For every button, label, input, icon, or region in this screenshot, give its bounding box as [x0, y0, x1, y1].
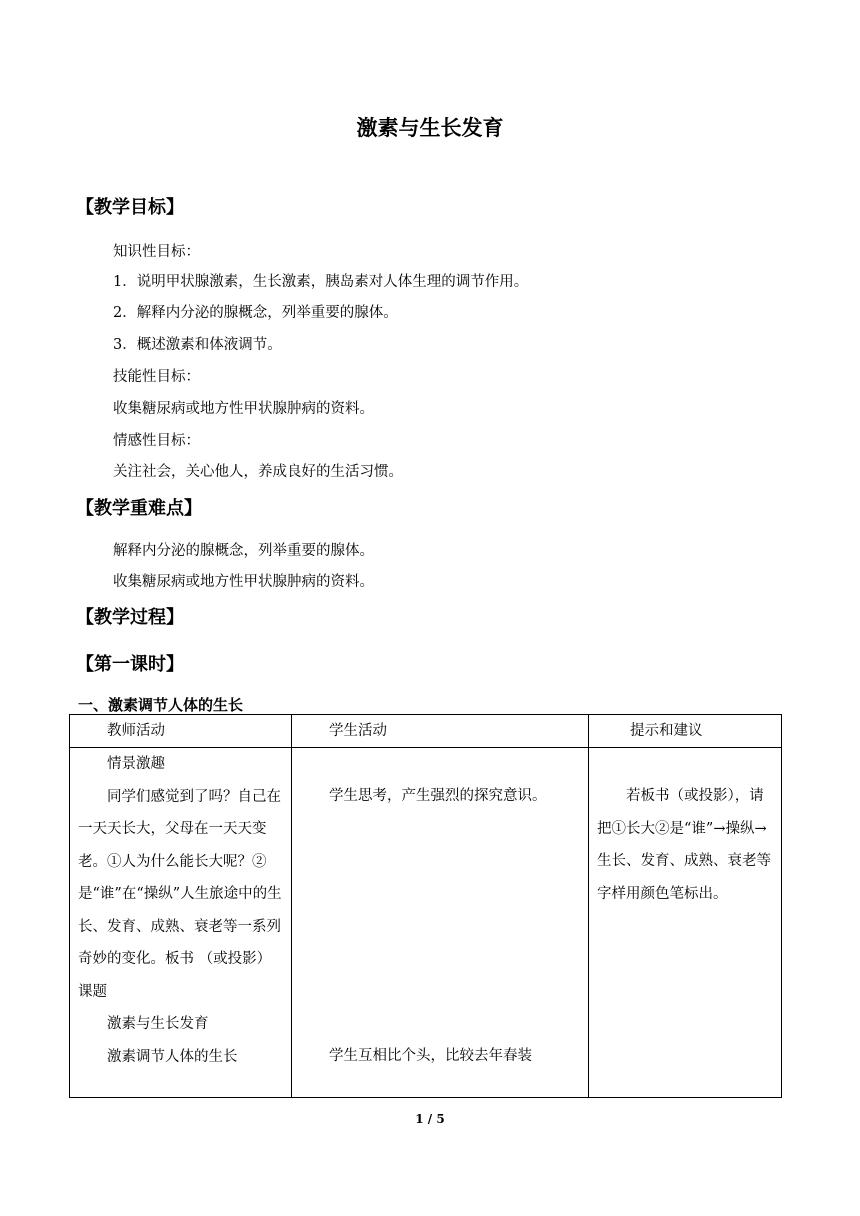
process-heading: 【教学过程】 [76, 607, 184, 628]
goals-line: 收集糖尿病或地方性甲状腺肿病的资料。 [113, 401, 374, 417]
goals-line: 关注社会，关心他人，养成良好的生活习惯。 [113, 464, 403, 480]
tips-cell [589, 748, 782, 1098]
header-student-activity [292, 715, 589, 748]
student-activity-cell [292, 748, 589, 1098]
teacher-paragraph: 同学们感觉到了吗？自己在一天天长大，父母在一天天变老。①人为什么能长大呢？②是“谁”在“操纵”人生旅途中的生长、发育、成熟、衰老等一系列奇妙的变化。板书 （或投影）课题 [78, 788, 282, 1000]
key-points-heading: 【教学重难点】 [76, 498, 202, 519]
header-tips [589, 715, 782, 748]
table-header-row [70, 715, 782, 748]
teacher-activity-cell [70, 748, 292, 1098]
header-tips-label: 提示和建议 [630, 723, 703, 739]
page-number: 1 / 5 [415, 1112, 445, 1126]
header-teacher-activity [70, 715, 292, 748]
table-row [70, 748, 782, 1098]
goals-line: 技能性目标： [113, 369, 200, 385]
teacher-topic: 激素与生长发育 [107, 1016, 209, 1032]
teacher-subtopic: 激素调节人体的生长 [107, 1048, 238, 1065]
process-table [69, 714, 782, 1098]
goals-line: 知识性目标： [113, 244, 200, 260]
lesson-heading: 【第一课时】 [76, 654, 184, 675]
goals-line: 情感性目标： [113, 433, 200, 449]
goals-line: 2．解释内分泌的腺概念，列举重要的腺体。 [113, 305, 398, 321]
goals-heading: 【教学目标】 [76, 197, 184, 218]
teacher-section-label: 情景激趣 [107, 756, 165, 772]
document-title: 激素与生长发育 [356, 116, 504, 140]
student-activity-line: 学生互相比个头，比较去年春装 [329, 1047, 532, 1064]
student-activity-line: 学生思考，产生强烈的探究意识。 [329, 788, 547, 804]
goals-line: 1．说明甲状腺激素，生长激素，胰岛素对人体生理的调节作用。 [113, 274, 529, 290]
header-student-label: 学生活动 [329, 723, 387, 739]
subsection-heading: 一、激素调节人体的生长 [78, 696, 244, 714]
key-point-line: 解释内分泌的腺概念，列举重要的腺体。 [113, 543, 374, 559]
header-teacher-label: 教师活动 [107, 723, 165, 739]
goals-line: 3．概述激素和体液调节。 [113, 337, 282, 353]
tips-paragraph: 若板书（或投影），请把①长大②是“谁”→操纵→生长、发育、成熟、衰老等字样用颜色笔标出。 [597, 788, 771, 902]
key-point-line: 收集糖尿病或地方性甲状腺肿病的资料。 [113, 574, 374, 590]
